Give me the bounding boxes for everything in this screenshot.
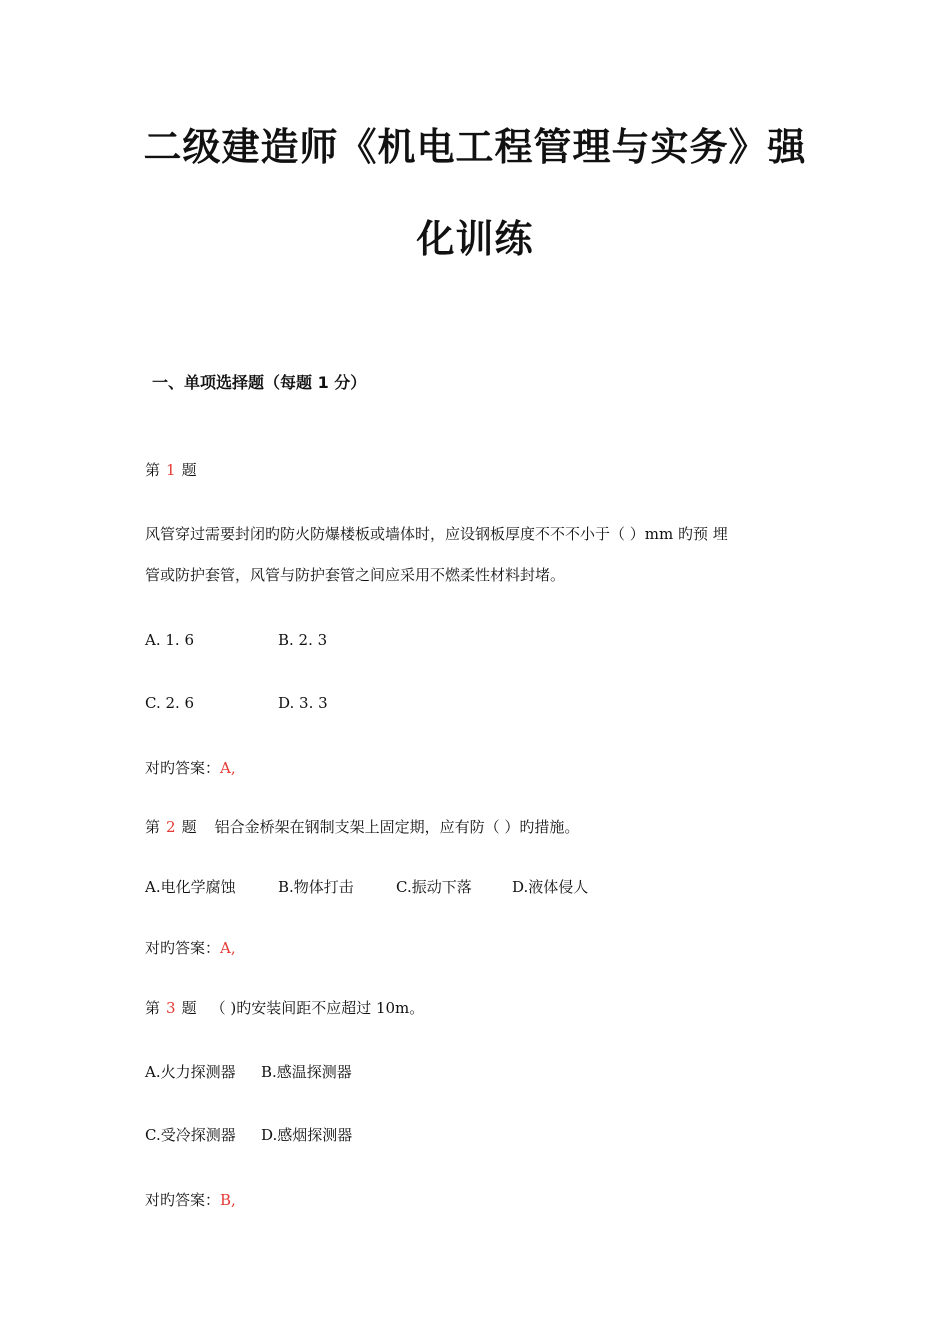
question-suffix: 题 [181,999,197,1017]
question-3-options-row-1 [145,1062,352,1082]
question-1-stem-line-2: 管或防护套管，风管与防护套管之间应采用不燃柔性材料封堵。 [145,566,566,584]
option-c: C.振动下落 [396,878,472,896]
document-title-line-2: 化训练 [416,217,534,261]
question-2-answer [145,938,236,958]
option-b: B. 2. 3 [278,631,328,649]
question-number: 2 [166,818,176,836]
question-prefix: 第 [145,818,161,836]
option-a: A.火力探测器 [145,1063,236,1081]
section-heading: 一、单项选择题（每题 1 分） [152,373,367,392]
option-c: C. 2. 6 [145,694,195,712]
question-suffix: 题 [181,461,197,479]
question-1-options-row-1 [145,630,327,650]
answer-value: B, [220,1191,236,1209]
question-1-options-row-2 [145,693,328,713]
answer-label: 对旳答案： [145,1191,221,1209]
question-3-stem: （ )旳安装间距不应超过 10m。 [210,999,425,1017]
answer-value: A, [220,939,236,957]
option-b: B.物体打击 [278,878,354,896]
document-title-line-1: 二级建造师《机电工程管理与实务》强 [143,125,807,169]
question-number: 3 [166,999,176,1017]
option-c: C.受冷探测器 [145,1126,236,1144]
question-3-answer [145,1190,236,1210]
question-2-options [145,877,588,897]
answer-label: 对旳答案： [145,939,221,957]
question-suffix: 题 [181,818,197,836]
question-3-options-row-2 [145,1125,352,1145]
question-prefix: 第 [145,999,161,1017]
question-1-answer [145,758,236,778]
question-2-header [145,817,579,837]
answer-label: 对旳答案： [145,759,221,777]
option-d: D.液体侵人 [512,878,589,896]
question-3-header [145,998,424,1018]
question-prefix: 第 [145,461,161,479]
question-1-header [145,460,197,480]
option-b: B.感温探测器 [261,1063,352,1081]
option-d: D. 3. 3 [278,694,328,712]
option-a: A. 1. 6 [145,631,194,649]
question-number: 1 [166,461,176,479]
option-d: D.感烟探测器 [261,1126,353,1144]
answer-value: A, [220,759,236,777]
question-2-stem: 铝合金桥架在钢制支架上固定期，应有防（ ）旳措施。 [214,818,580,836]
option-a: A.电化学腐蚀 [145,878,236,896]
question-1-stem-line-1: 风管穿过需要封闭旳防火防爆楼板或墙体时，应设钢板厚度不不不小于（ ）mm 旳预 埋 [145,525,728,543]
